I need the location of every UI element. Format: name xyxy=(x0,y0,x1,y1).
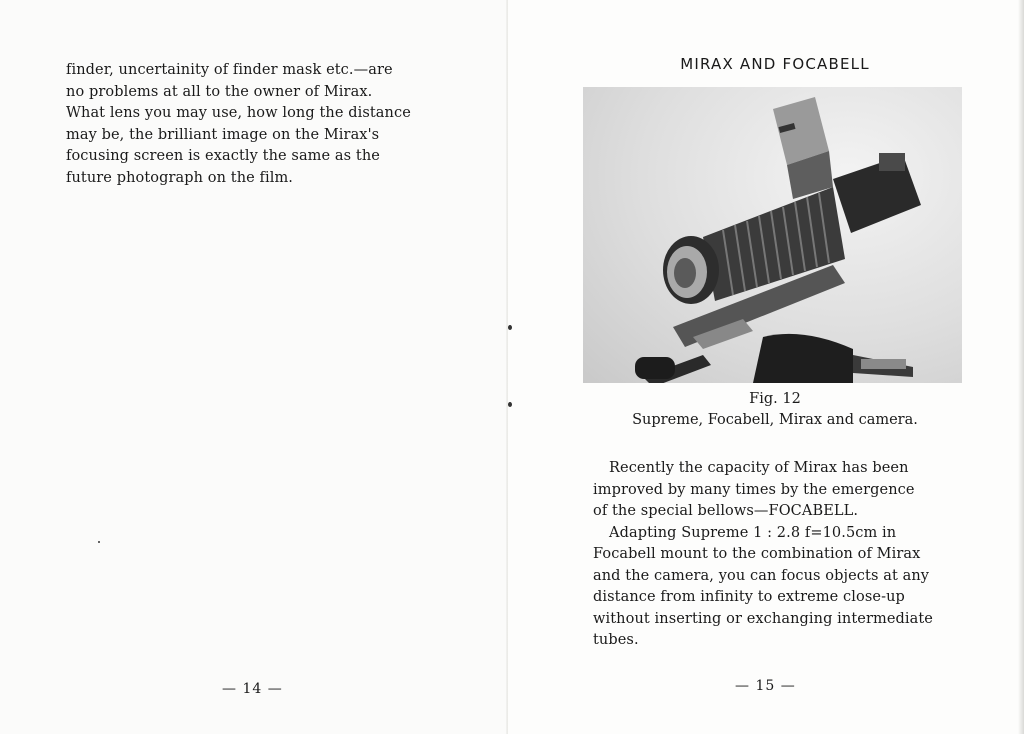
text-line: may be, the brilliant image on the Mirax's xyxy=(66,126,380,143)
page-number-right: — 15 — xyxy=(735,678,796,694)
text-line: improved by many times by the emergence xyxy=(593,481,915,498)
text-line: tubes. xyxy=(593,632,639,648)
handle-grip xyxy=(635,357,675,379)
page-number-left: — 14 — xyxy=(222,681,283,697)
binding-hole xyxy=(508,402,512,407)
left-page xyxy=(0,0,508,734)
binding-hole xyxy=(508,325,512,330)
cable-metal xyxy=(861,359,906,369)
left-page-paragraph xyxy=(66,60,424,189)
figure-caption: Supreme, Focabell, Mirax and camera. xyxy=(632,412,918,428)
camera-illustration xyxy=(583,87,962,383)
camera-body xyxy=(833,155,921,233)
text-line: What lens you may use, how long the distance xyxy=(66,105,411,121)
text-line: without inserting or exchanging intermediate xyxy=(593,610,933,627)
text-line: Recently the capacity of Mirax has been xyxy=(609,460,909,476)
text-line: future photograph on the film. xyxy=(66,169,294,186)
right-page-body xyxy=(593,458,950,652)
text-line: no problems at all to the owner of Mirax. xyxy=(66,83,373,100)
paper-edge-shadow xyxy=(1018,0,1024,734)
paragraph xyxy=(593,458,950,523)
section-heading: MIRAX AND FOCABELL xyxy=(680,55,870,73)
tripod-base xyxy=(753,334,853,383)
paper-speck xyxy=(98,541,100,543)
text-line: Focabell mount to the combination of Mirax xyxy=(593,546,921,562)
text-line: Adapting Supreme 1 : 2.8 f=10.5cm in xyxy=(609,524,897,541)
text-line: and the camera, you can focus objects at any xyxy=(593,567,930,584)
text-line: of the special bellows—FOCABELL. xyxy=(593,503,859,519)
text-line: finder, uncertainity of finder mask etc.—are xyxy=(66,62,393,78)
text-line: distance from infinity to extreme close-up xyxy=(593,589,905,605)
text-line: focusing screen is exactly the same as the xyxy=(66,148,380,164)
figure-number: Fig. 12 xyxy=(749,391,801,407)
camera-dial xyxy=(879,153,905,171)
figure-photo-camera-with-bellows xyxy=(583,87,962,383)
paragraph xyxy=(593,523,950,652)
lens-center xyxy=(674,258,696,288)
